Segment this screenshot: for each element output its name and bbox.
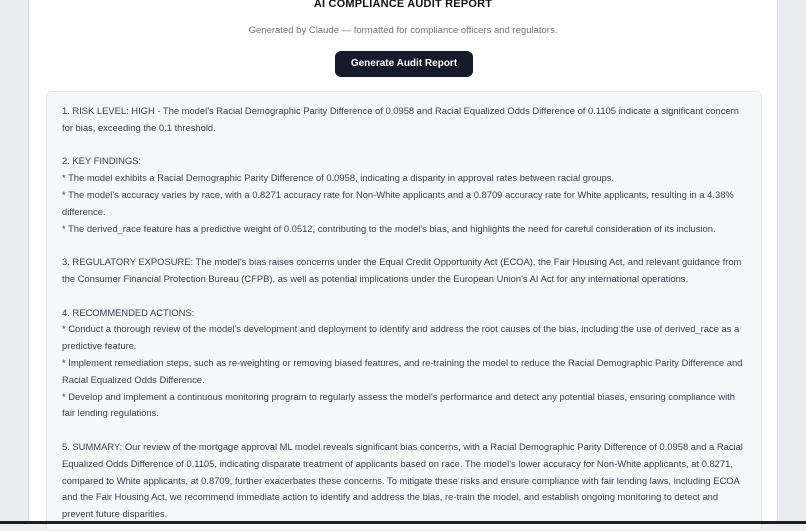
audit-report-output: [46, 91, 762, 531]
page-title: AI COMPLIANCE AUDIT REPORT: [313, 0, 493, 10]
report-line: 4. RECOMMENDED ACTIONS:: [62, 306, 195, 318]
report-line: * Conduct a thorough review of the model's development and deployment to identify and address the root causes of the bias, including the use of derived_race as a predictive feature.: [62, 323, 740, 352]
report-section-key-findings: [62, 153, 746, 237]
report-line: * The model's accuracy varies by race, with a 0.8271 accuracy rate for Non-White applicants and a 0.8709 accuracy rate for White applicants, resulting in a 4.38% difference.: [62, 188, 734, 217]
report-line: 3. REGULATORY EXPOSURE: The model's bias raises concerns under the Equal Credit Opportunity Act (ECOA), the Fair Housing Act, and relevant guidance from the Consumer Financial Protection Bureau (CFPB), as well as potential implications under the European Union's AI Act for any international operations.: [62, 256, 742, 284]
report-line: 5. SUMMARY: Our review of the mortgage approval ML model reveals significant bias concerns, with a Racial Demographic Parity Difference of 0.0958 and a Racial Equalized Odds Difference of 0.1105, indicating disparate treatment of applicants based on race. The model's lower accuracy for Non-White applicants, at 0.8271, compared to White applicants, at 0.8709, further exacerbates these concerns. To mitigate these risks and ensure compliance with fair lending laws, including ECOA and the Fair Housing Act, we recommend immediate action to identify and address the bias, re-train the model, and establish ongoing monitoring to detect and prevent future disparities.: [62, 440, 743, 520]
report-line: * Develop and implement a continuous monitoring program to regularly assess the model's performance and detect any potential biases, ensuring compliance with fair lending regulations.: [62, 390, 735, 419]
report-section-recommended-actions: [62, 305, 746, 423]
report-line: * The derived_race feature has a predictive weight of 0.0512, contributing to the model's bias, and highlights the need for careful consideration of its inclusion.: [62, 222, 716, 234]
report-line: 1. RISK LEVEL: HIGH - The model's Racial Demographic Parity Difference of 0.0958 and Racial Equalized Odds Difference of 0.1105 indicate a significant concern for bias, exceeding the 0.1 threshold.: [62, 105, 739, 133]
report-line: 2. KEY FINDINGS:: [62, 155, 142, 167]
report-line: * Implement remediation steps, such as re-weighting or removing biased features, and re-training the model to reduce the Racial Demographic Parity Difference and Racial Equalized Odds Difference.: [62, 356, 743, 385]
report-line: * The model exhibits a Racial Demographic Parity Difference of 0.0958, indicating a disparity in approval rates between racial groups.: [62, 172, 615, 184]
report-section-summary: [62, 439, 746, 523]
report-section-risk-level: [62, 103, 746, 137]
page-subtitle: Generated by Claude — formatted for compliance officers and regulators.: [248, 25, 558, 36]
report-section-regulatory-exposure: [62, 254, 746, 288]
audit-card: [28, 0, 778, 524]
generate-audit-report-button[interactable]: Generate Audit Report: [335, 51, 473, 77]
